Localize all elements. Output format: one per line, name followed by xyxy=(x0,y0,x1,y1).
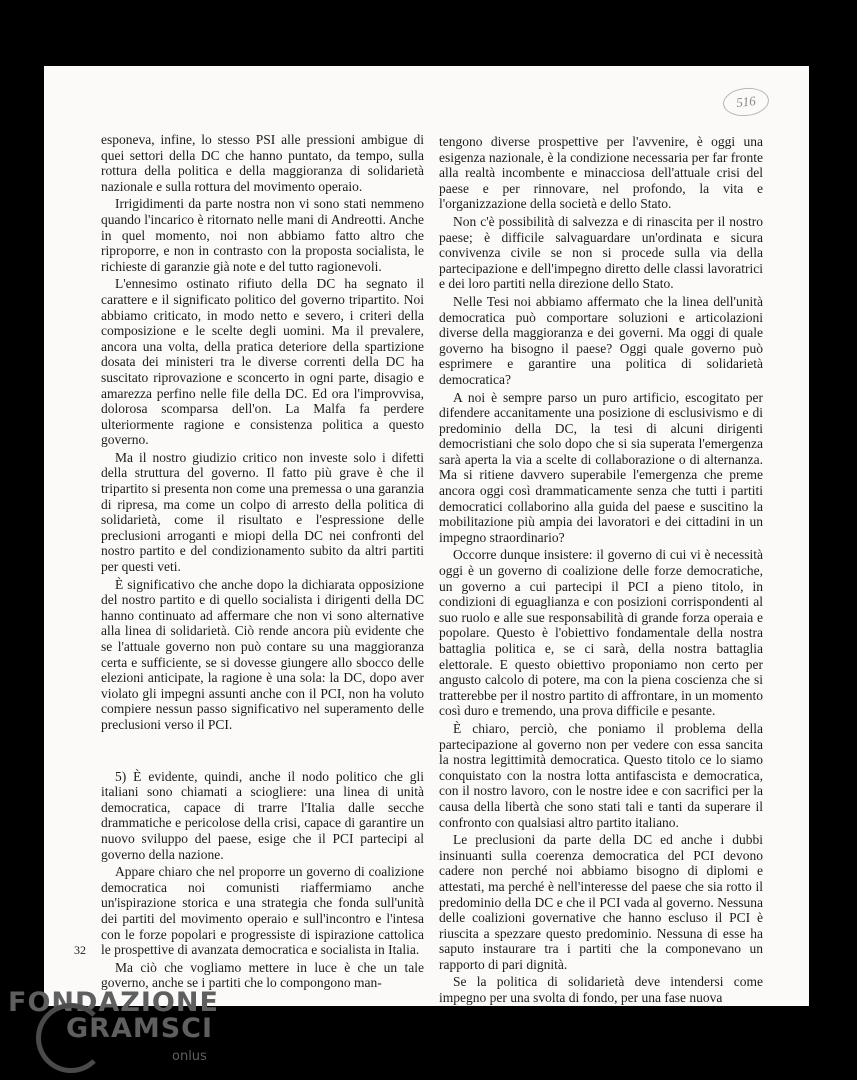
section-5-paragraph-1: 5) È evidente, quindi, anche il nodo politico che gli italiani sono chiamati a sciogliere: una linea di unità democratica, capace di trarre l'Italia dalle secche drammatiche e pericolose della crisi, capace di garantire un nuovo sviluppo del paese, esige che il PCI partecipi al governo della nazione. xyxy=(101,768,424,862)
right-paragraph-5: Occorre dunque insistere: il governo di cui vi è necessità oggi è un governo di coalizione delle forze democratiche, un governo a cui partecipi il PCI a pieno titolo, in condizioni di eguaglianza e con posizioni corrispondenti al suo ruolo e alle sue responsabilità di grande forza operaia e popolare. Questo è l'obiettivo fondamentale della nostra battaglia politica e, se ci sarà, della nostra battaglia elettorale. E questo obiettivo proponiamo non certo per angusto calcolo di potere, ma con la piena coscienza che si tratterebbe per il nostro partito di affrontare, in un momento così duro e tremendo, una prova difficile e pesante. xyxy=(439,547,763,719)
left-paragraph-3: L'ennesimo ostinato rifiuto della DC ha segnato il carattere e il significato politico del governo tripartito. Noi abbiamo criticato, in modo netto e severo, i criteri della composizione e le scelte degli uomini. Ma il prevalere, ancora una volta, della pratica deteriore della spartizione dosata dei ministeri tra le diverse correnti della DC ha suscitato riprovazione e sconcerto in ogni parte, disagio e amarezza perfino nelle file della DC. Ed ora l'improvvisa, dolorosa scomparsa dell'on. La Malfa fa perdere ulteriormente ragione e consistenza politica a questo governo. xyxy=(101,276,424,448)
watermark-line3: onlus xyxy=(172,1049,207,1064)
left-paragraph-5: È significativo che anche dopo la dichiarata opposizione del nostro partito e di quello socialista i dirigenti della DC hanno continuato ad affermare che non vi sono alternative alla linea di solidarietà. Ciò rende ancora più evidente che se l'attuale governo non può contare su una maggioranza certa e sufficiente, se si dovesse giungere allo sbocco delle elezioni anticipate, la ragione è una sola: la DC, dopo aver violato gli impegni assunti anche con il PCI, non ha voluto compiere nessun passo significativo nel superamento delle preclusioni verso il PCI. xyxy=(101,576,424,732)
archive-stamp: 516 xyxy=(722,86,771,119)
left-paragraph-4: Ma il nostro giudizio critico non investe solo i difetti della struttura del governo. Il fatto più grave è che il tripartito si presenta non come una premessa o una garanzia di ripresa, ma come un colpo di arresto della politica di solidarietà, come il risultato e l'espressione delle preclusioni arroganti e miopi della DC nei confronti del nostro partito e del condizionamento subito da altri partiti per questi veti. xyxy=(101,449,424,575)
right-paragraph-2: Non c'è possibilità di salvezza e di rinascita per il nostro paese; è difficile salvaguardare un'ordinata e sicura convivenza civile se non si procede sulla via della partecipazione e dell'impegno diretto delle classi lavoratrici e dei loro partiti nella direzione dello Stato. xyxy=(439,213,763,292)
right-column xyxy=(439,134,763,1006)
left-paragraph-1: esponeva, infine, lo stesso PSI alle pressioni ambigue di quei settori della DC che hanno puntato, da tempo, sulla rottura della politica e della maggioranza di solidarietà nazionale e sulla rottura del movimento operaio. xyxy=(101,132,424,194)
left-column xyxy=(101,132,424,993)
section-gap xyxy=(101,735,424,769)
section-5-paragraph-3: Ma ciò che vogliamo mettere in luce è che un tale governo, anche se i partiti che lo compongono man- xyxy=(101,959,424,991)
page-number: 32 xyxy=(74,943,86,957)
watermark-line1: FONDAZIONE xyxy=(8,987,219,1018)
left-paragraph-2: Irrigidimenti da parte nostra non vi sono stati nemmeno quando l'incarico è ritornato nelle mani di Andreotti. Anche in quel momento, noi non abbiamo fatto altro che riproporre, e non in contrasto con la proposta socialista, le richieste di garanzie già note e del tutto ragionevoli. xyxy=(101,196,424,274)
watermark-line2: GRAMSCI xyxy=(66,1013,214,1044)
right-paragraph-1: tengono diverse prospettive per l'avvenire, è oggi una esigenza nazionale, è la condizione necessaria per far fronte alla realtà incombente e minacciosa dell'attuale crisi del paese e per rinnovare, nel profondo, la vita e l'organizzazione della società e dello Stato. xyxy=(439,134,763,212)
section-5-paragraph-2: Appare chiaro che nel proporre un governo di coalizione democratica noi comunisti riaffermiamo anche un'ispirazione storica e una strategia che fonda sull'unità dei partiti del movimento operaio e sull'incontro e l'intesa con le forze popolari e progressiste di ispirazione cattolica le prospettive di avanzata democratica e socialista in Italia. xyxy=(101,864,424,958)
right-paragraph-7: Le preclusioni da parte della DC ed anche i dubbi insinuanti sulla coerenza democratica del PCI devono cadere non perché noi abbiamo bisogno di diplomi e attestati, ma perché è nell'interesse del paese che sia rotto il predominio della DC e che il PCI vada al governo. Nessuna delle coalizioni governative che hanno escluso il PCI è riuscita a spezzare questo predominio. Nessuna di esse ha saputo instaurare tra i partiti che la componevano un rapporto di pari dignità. xyxy=(439,832,763,972)
right-paragraph-6: È chiaro, perciò, che poniamo il problema della partecipazione al governo non per vedere con essa sancita la nostra legittimità democratica. Questo titolo ce lo siamo conquistato con la nostra lotta antifascista e democratica, con il nostro lavoro, con le nostre idee e con sacrifici per la causa della libertà che sono stati tali e tanti da superare il confronto con qualsiasi altro partito italiano. xyxy=(439,720,763,830)
right-paragraph-3: Nelle Tesi noi abbiamo affermato che la linea dell'unità democratica può comportare soluzioni e articolazioni diverse della maggioranza e dei governi. Ma oggi di quale governo ha bisogno il paese? Oggi quale governo può esprimere e garantire una politica di solidarietà democratica? xyxy=(439,293,763,387)
document-page xyxy=(44,66,809,1006)
right-paragraph-4: A noi è sempre parso un puro artificio, escogitato per difendere accanitamente una posizione di esclusivismo e di predominio della DC, la tesi di alcuni dirigenti democristiani che solo dopo che si sia superata l'emergenza sarà aperta la via a scelte di collaborazione o di alternanza. Ma si ritiene davvero superabile l'emergenza che preme ancora oggi così drammaticamente senza che tutti i partiti democratici collaborino alla guida del paese e suscitino la mobilitazione più ampia dei lavoratori e dei cittadini in un impegno straordinario? xyxy=(439,389,763,545)
right-paragraph-8: Se la politica di solidarietà deve intendersi come impegno per una svolta di fondo, per una fase nuova xyxy=(439,974,763,1006)
fondazione-gramsci-watermark xyxy=(0,983,260,1080)
